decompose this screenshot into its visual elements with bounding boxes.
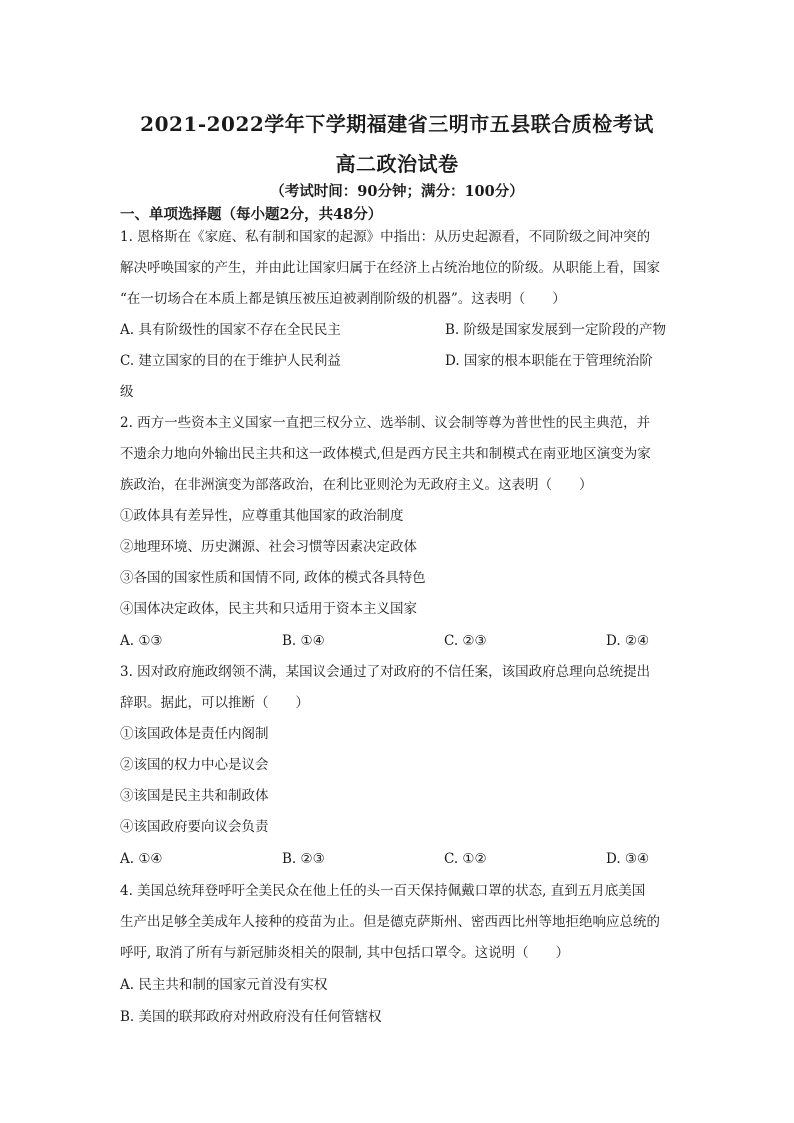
q3-statement-4: ④该国政府要向议会负责 — [120, 819, 269, 835]
q4-stem-line: 生产出足够全美成年人接种的疫苗为止。但是德克萨斯州、密西西比州等地拒绝响应总统的 — [120, 914, 660, 930]
q2-option-b: B. ①④ — [282, 633, 325, 649]
q1-stem-line: “在一切场合在本质上都是镇压被压迫被剥削阶级的机器”。这表明（ ） — [120, 291, 566, 307]
q2-option-d: D. ②④ — [606, 633, 650, 649]
q1-stem-line: 1. 恩格斯在《家庭、私有制和国家的起源》中指出：从历史起源看，不同阶级之间冲突的 — [120, 229, 651, 245]
q3-statement-3: ③该国是民主共和制政体 — [120, 788, 269, 804]
q4-stem-line: 呼吁, 取消了所有与新冠肺炎相关的限制, 其中包括口罩令。这说明（ ） — [120, 945, 570, 961]
q2-stem-line: 2. 西方一些资本主义国家一直把三权分立、选举制、议会制等尊为普世性的民主典范，并 — [120, 415, 651, 431]
q2-statement-3: ③各国的国家性质和国情不同, 政体的模式各具特色 — [120, 570, 426, 586]
q2-statement-2: ②地理环境、历史渊源、社会习惯等因素决定政体 — [120, 539, 417, 555]
exam-title-line2: 高二政治试卷 — [335, 152, 459, 176]
q3-stem-line: 辞职。据此，可以推断（ ） — [120, 695, 309, 711]
exam-info: （考试时间：90分钟；满分：100分） — [270, 183, 524, 200]
q1-option-a: A. 具有阶级性的国家不存在全民民主 — [120, 322, 341, 338]
q2-option-a: A. ①③ — [120, 633, 163, 649]
q3-option-c: C. ①② — [444, 851, 487, 867]
section-title: 一、单项选择题（每小题2分，共48分） — [120, 206, 383, 223]
q1-option-c: C. 建立国家的目的在于维护人民利益 — [120, 353, 341, 369]
q4-option-b: B. 美国的联邦政府对州政府没有任何管辖权 — [120, 1009, 382, 1025]
q2-stem-line: 不遗余力地向外输出民主共和这一政体模式,但是西方民主共和制模式在南亚地区演变为家 — [120, 446, 651, 462]
q1-stem-line: 解决呼唤国家的产生，并由此让国家归属于在经济上占统治地位的阶级。从职能上看，国家 — [120, 260, 660, 276]
q3-option-a: A. ①④ — [120, 851, 163, 867]
q1-option-d-wrap: 级 — [120, 384, 134, 400]
q3-statement-1: ①该国政体是责任内阁制 — [120, 726, 269, 742]
q3-stem-line: 3. 因对政府施政纲领不满，某国议会通过了对政府的不信任案，该国政府总理向总统提出 — [120, 664, 651, 680]
q3-statement-2: ②该国的权力中心是议会 — [120, 757, 269, 773]
exam-title-line1: 2021-2022学年下学期福建省三明市五县联合质检考试 — [140, 112, 654, 136]
q2-option-c: C. ②③ — [444, 633, 487, 649]
q2-statement-1: ①政体具有差异性，应尊重其他国家的政治制度 — [120, 508, 404, 524]
q4-option-a: A. 民主共和制的国家元首没有实权 — [120, 977, 328, 993]
q1-option-b: B. 阶级是国家发展到一定阶段的产物 — [445, 322, 667, 338]
q2-statement-4: ④国体决定政体，民主共和只适用于资本主义国家 — [120, 601, 417, 617]
q2-stem-line: 族政治，在非洲演变为部落政治，在利比亚则沦为无政府主义。这表明（ ） — [120, 477, 593, 493]
q3-option-d: D. ③④ — [606, 851, 650, 867]
q4-stem-line: 4. 美国总统拜登呼吁全美民众在他上任的头一百天保持佩戴口罩的状态, 直到五月底美国 — [120, 883, 646, 899]
q3-option-b: B. ②③ — [282, 851, 325, 867]
q1-option-d: D. 国家的根本职能在于管理统治阶 — [445, 353, 653, 369]
